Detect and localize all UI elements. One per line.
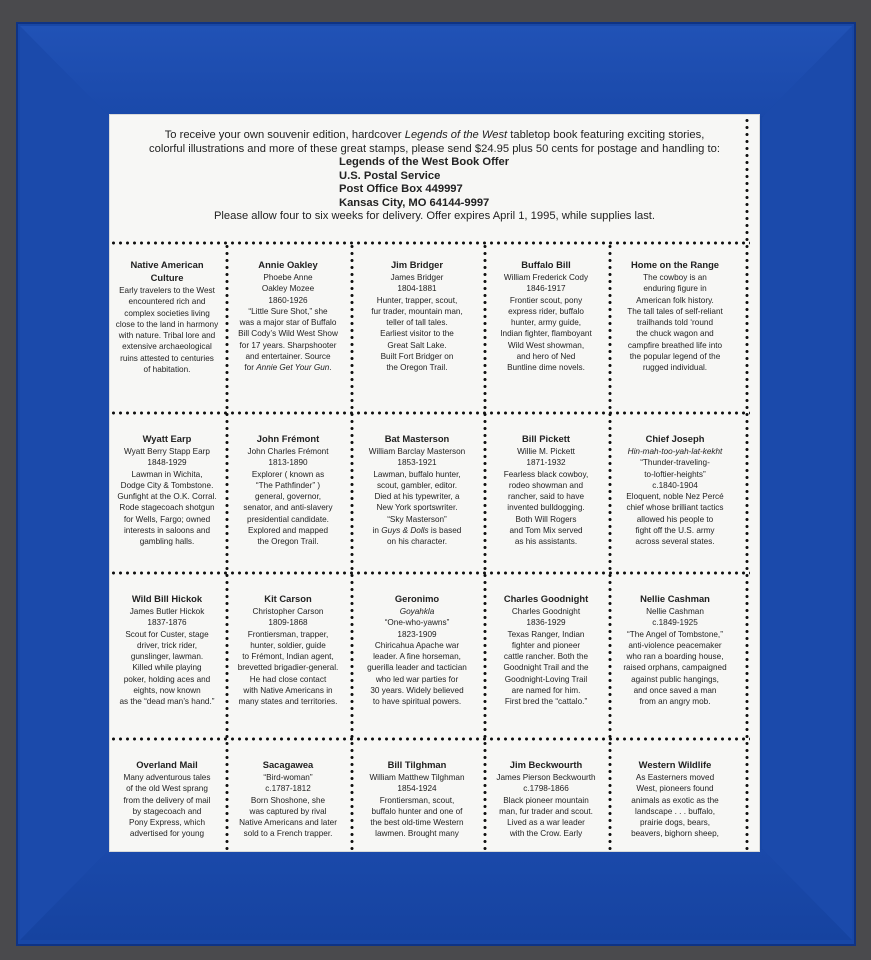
folder-bottom-flap [20,850,852,940]
stamp-text-line: fight off the U.S. army [635,526,715,536]
stamp-text-line: the Oregon Trail. [257,537,319,547]
stamp-text-block [616,759,734,840]
stamp-title: Kit Carson [264,593,312,604]
stamp-text-line: across several states. [635,537,715,547]
stamp-text-line: Many adventurous tales [123,773,211,782]
folder-right-flap [762,26,852,940]
stamp-text-line: chief whose brilliant tactics [626,503,724,513]
stamp-text-block [616,433,734,548]
stamp-text-line: “The Pathfinder” ) [255,480,321,490]
stamp-text-line: senator, and anti-slavery [243,503,333,513]
stamp-text-line: John Charles Frémont [247,447,329,456]
stamp-title: Overland Mail [136,759,198,770]
stamp-text-line: “Little Sure Shot,” she [248,306,328,316]
stamp-text-line: As Easterners moved [635,773,715,782]
stamp-text-line: hunter, soldier, guide [250,640,326,650]
stamp-text-line: beavers, bighorn sheep, [631,829,719,839]
stamp-text-line: animals as exotic as the [631,795,719,805]
stamp-text-line: express rider, buffalo [508,306,584,316]
stamp-text-line: brevetted brigadier-general. [237,663,339,673]
stamp-text-line: anti-violence peacemaker [628,640,722,650]
stamp-text-line: extensive archaeological [122,342,212,352]
stamp-text-line: guerilla leader and tactician [367,663,467,673]
stamp-text-line: allowed his people to [636,514,714,524]
stamp-text-block [109,433,226,548]
stamp-text-line: who ran a boarding house, [626,652,724,662]
stamp-text-line: “Sky Masterson” [387,514,447,524]
stamp-text-line: Rode stagecoach shotgun [119,503,215,513]
perforation-vertical [608,243,612,851]
address-line: U.S. Postal Service [339,169,441,182]
stamp-text-line: Explored and mapped [247,526,329,536]
stamp-title: Charles Goodnight [503,593,589,604]
offer-line-2: colorful illustrations and more of these great stamps, please send $24.95 plus 50 cents for postage and handling to: [149,142,720,155]
stamp-text-line: 1823-1909 [397,629,437,639]
stamp-text-line: rugged individual. [642,363,708,373]
stamp-text-line: with Native Americans in [243,686,333,696]
address-line: Legends of the West Book Offer [339,156,510,168]
stamp-text-line: many states and territories. [238,697,338,707]
stamp-text-line: from an angry mob. [639,697,711,707]
stamp-text-line: of habitation. [143,365,191,375]
stamp-text-line: c.1787-1812 [265,784,311,794]
stamp-text-line: gambling halls. [139,537,195,547]
stamp-title: Western Wildlife [638,759,712,770]
stamp-text-block [487,593,605,708]
stamp-text-line: Killed while playing [132,663,202,673]
stamp-text-line: Both Will Rogers [515,514,577,524]
stamp-text-line: gunslinger, lawman. [130,652,204,662]
stamp-text-line: Nellie Cashman [646,607,704,616]
perforation-horizontal [110,737,750,741]
stamp-text-line: Hin-mah-too-yah-lat-kekht [627,447,723,456]
stamp-text-line: scout, gambler, editor. [376,480,458,490]
stamp-text-line: trailhands told ‘round [636,318,713,328]
stamp-text-block [358,759,476,840]
stamp-text-line: Dodge City & Tombstone. [120,480,214,490]
stamp-text-block [229,759,347,840]
stamp-title: Jim Bridger [390,259,444,270]
stamp-text-line: the Oregon Trail. [386,363,448,373]
stamp-text-line: Willie M. Pickett [517,447,575,456]
stamp-text-line: Frontier scout, pony [509,295,583,305]
stamp-text-line: the popular legend of the [629,352,721,362]
stamp-title: Wyatt Earp [142,433,192,444]
stamp-text-line: fighter and pioneer [511,640,581,650]
stamp-title: Buffalo Bill [521,259,571,270]
stamp-text-block [229,259,347,374]
stamp-text-line: William Matthew Tilghman [369,773,465,782]
stamp-text-line: campfire breathed life into [627,340,723,350]
stamp-text-line: by stagecoach and [132,806,202,816]
stamp-text-block [109,259,226,375]
stamp-text-line: Goodnight-Loving Trail [504,674,588,684]
stamp-text-line: New York sportswriter. [376,503,458,513]
stamp-text-line: Frontiersman, trapper, [247,629,329,639]
stamp-title: Native American [130,259,204,270]
perforation-vertical [350,243,354,851]
stamp-text-line: fur trader, mountain man, [371,306,463,316]
stamp-text-line: and entertainer. Source [245,352,331,362]
stamp-text-line: teller of tall tales. [386,318,448,328]
offer-line-1: To receive your own souvenir edition, hardcover Legends of the West tabletop book featuring exciting stories, [164,129,705,141]
stamp-text-line: was captured by rival [249,806,327,816]
stamp-title: Annie Oakley [258,259,318,270]
stamp-text-block [358,433,476,548]
stamp-text-line: 1871-1932 [526,458,566,468]
stamp-text-line: cattle rancher. Both the [503,652,589,662]
stamp-text-line: West, pioneers found [636,784,714,794]
stamp-text-line: Died at his typewriter, a [374,492,460,502]
perforation-horizontal [110,571,750,575]
stamp-text-line: 1853-1921 [397,458,437,468]
stamp-text-line: 30 years. Widely believed [370,686,464,696]
stamp-text-line: c.1849-1925 [652,618,698,628]
stamp-text-block [616,259,734,374]
stamp-text-line: close to the land in harmony [115,319,219,329]
stamp-title: Chief Joseph [645,433,705,444]
stamp-text-line: Goyahkla [399,607,435,616]
stamp-text-line: Gunfight at the O.K. Corral. [117,492,217,502]
stamp-text-line: general, governor, [255,492,321,502]
stamp-text-line: with nature. Tribal lore and [118,331,216,341]
folder-left-flap [20,26,110,940]
stamp-text-line: 1836-1929 [526,618,566,628]
stamp-text-line: in Guys & Dolls is based [372,526,462,536]
stamp-title: Bat Masterson [384,433,450,444]
stamp-text-line: First bred the “cattalo.” [504,697,588,707]
stamp-text-line: enduring figure in [643,284,707,294]
stamp-text-line: Scout for Custer, stage [125,629,209,639]
stamp-text-line: Eloquent, noble Nez Percé [626,492,724,502]
stamp-text-block [487,759,605,840]
stamp-text-line: and once saved a man [633,686,717,696]
stamp-text-line: to Frémont, Indian agent, [242,652,334,662]
folder-top-flap [20,26,852,116]
stamp-text-line: Lawman, buffalo hunter, [373,469,461,479]
stamp-title: Culture [150,272,184,283]
stamp-text-line: Hunter, trapper, scout, [376,295,458,305]
stamp-text-line: for Wells, Fargo; owned [123,514,211,524]
stamp-text-line: “One-who-yawns” [384,618,450,628]
stamp-text-line: sold to a French trapper. [243,829,333,839]
stamp-text-line: Christopher Carson [252,607,324,616]
stamp-text-line: c.1840-1904 [652,480,698,490]
stamp-text-line: rancher, said to have [507,492,584,502]
stamp-text-line: the best old-time Western [370,818,464,828]
stamp-text-line: encountered rich and [128,297,206,307]
stamp-text-line: Charles Goodnight [511,607,581,616]
stamp-title: Sacagawea [262,759,314,770]
stamp-text-line: James Butler Hickok [129,607,205,616]
offer-footer: Please allow four to six weeks for delivery. Offer expires April 1, 1995, while supplies last. [213,210,656,222]
stamp-text-line: who led war parties for [375,674,459,684]
stamp-text-block [358,593,476,708]
stamp-text-line: landscape . . . buffalo, [635,806,715,816]
stamp-text-line: Bill Cody’s Wild West Show [238,329,338,339]
stamp-text-line: Built Fort Bridger on [380,352,454,362]
stamp-text-block [229,433,347,548]
stamp-text-line: advertised for young [129,829,205,839]
stamp-title: Nellie Cashman [640,593,710,604]
stamp-text-line: prairie dogs, bears, [639,818,711,828]
stamp-text-line: 1809-1868 [268,618,308,628]
stamp-text-line: invented bulldogging. [507,503,585,513]
stamp-text-line: 1854-1924 [397,784,437,794]
stamp-text-block [487,433,605,548]
stamp-text-line: and Tom Mix served [509,526,583,536]
stamp-text-line: Native Americans and later [239,818,337,828]
stamp-text-line: Goodnight Trail and the [503,663,589,673]
stamp-text-line: Born Shoshone, she [250,795,326,805]
stamp-text-line: raised orphans, campaigned [623,663,727,673]
stamp-text-line: Fearless black cowboy, [503,469,589,479]
stamp-text-line: against public hangings, [631,674,719,684]
stamp-text-line: 1813-1890 [268,458,308,468]
stamp-text-line: The cowboy is an [643,273,707,282]
stamp-text-line: Chiricahua Apache war [374,640,460,650]
stamp-text-line: interests in saloons and [123,526,211,536]
stamp-text-line: Oakley Mozee [261,284,315,294]
stamp-text-line: to-loftier-heights” [644,469,706,479]
stamp-text-line: was a major star of Buffalo [239,318,337,328]
stamp-text-line: are named for him. [511,686,581,696]
stamp-title: Home on the Range [630,259,720,270]
stamp-text-line: 1804-1881 [397,284,437,294]
stamp-text-line: Indian fighter, flamboyant [500,329,592,339]
stamp-sheet-back [109,114,760,852]
stamp-text-line: of the old West sprang [126,784,208,794]
stamp-text-line: Phoebe Anne [263,273,313,282]
stamp-text-line: 1848-1929 [147,458,187,468]
stamp-title: Jim Beckwourth [509,759,583,770]
stamp-text-line: complex societies living [124,308,210,318]
address-line: Post Office Box 449997 [339,183,463,195]
offer-text [110,129,759,224]
stamp-text-line: “The Angel of Tombstone,” [627,629,723,639]
stamp-title: Wild Bill Hickok [131,593,203,604]
stamp-text-line: “Bird-woman” [263,773,313,782]
address-line: Kansas City, MO 64144-9997 [339,196,490,209]
stamp-text-block [109,759,226,840]
perforation-horizontal [110,241,750,245]
stamp-text-line: Frontiersman, scout, [379,795,455,805]
stamp-text-line: He had close contact [249,674,327,684]
stamp-text-line: c.1798-1866 [523,784,569,794]
stamp-text-line: Great Salt Lake. [387,340,447,350]
stamp-text-line: on his character. [386,537,448,547]
stamp-text-line: Early travelers to the West [119,286,215,295]
stamp-text-line: presidential candidate. [247,514,329,524]
stamp-text-block [487,259,605,374]
stamp-text-block [358,259,476,374]
stamp-text-line: Lived as a war leader [507,818,585,828]
stamp-text-line: William Frederick Cody [503,273,589,282]
stamp-text-line: Texas Ranger, Indian [507,629,585,639]
stamp-text-line: for 17 years. Sharpshooter [239,340,337,350]
stamp-text-line: American folk history. [636,295,714,305]
stamp-text-line: as the “dead man’s hand.” [119,697,215,707]
stamp-text-line: eights, now known [133,686,201,696]
stamp-text-line: the chuck wagon and [636,329,714,339]
stamp-text-line: leader. A fine horseman, [373,652,461,662]
stamp-text-line: driver, trick rider, [136,640,198,650]
stamp-text-line: Pony Express, which [129,818,205,828]
stamp-text-block [229,593,347,708]
stamp-text-line: Lawman in Wichita, [131,469,203,479]
stamp-text-block [616,593,734,708]
stamp-text-line: “Thunder-traveling- [640,458,710,468]
stamp-text-line: with the Crow. Early [509,829,583,839]
stamp-text-line: to have spiritual powers. [372,697,462,707]
stamp-title: John Frémont [256,433,320,444]
stamp-text-line: for Annie Get Your Gun. [244,363,332,373]
stamp-title: Bill Pickett [522,433,570,444]
stamp-title: Bill Tilghman [387,759,447,770]
stamp-title: Geronimo [394,593,440,604]
stamp-text-line: Buntline dime novels. [507,363,585,373]
stamp-text-line: buffalo hunter and one of [371,806,463,816]
stamp-text-line: James Bridger [390,273,444,282]
stamp-text-line: hunter, army guide, [510,318,582,328]
stamp-text-line: Wild West showman, [507,340,585,350]
stamp-text-line: Wyatt Berry Stapp Earp [124,447,210,456]
stamp-text-line: The tall tales of self-reliant [627,306,723,316]
stamp-text-line: Earliest visitor to the [380,329,454,339]
stamp-text-line: Black pioneer mountain [503,795,589,805]
stamp-text-line: as his assistants. [514,537,578,547]
stamp-text-line: 1860-1926 [268,295,308,305]
stamp-text-line: rodeo showman and [508,480,584,490]
stamp-text-line: from the delivery of mail [123,795,211,805]
stamp-text-line: man, fur trader and scout. [499,806,593,816]
perforation-horizontal [110,411,750,415]
stamp-text-line: William Barclay Masterson [368,447,466,456]
stamp-text-line: ruins attested to centuries [120,353,214,363]
stamp-text-line: lawmen. Brought many [375,829,459,839]
stamp-text-line: 1846-1917 [526,284,566,294]
stamp-text-block [109,593,226,708]
stamp-text-line: Explorer ( known as [251,469,325,479]
stamp-text-line: and hero of Ned [516,352,576,362]
stamp-text-line: 1837-1876 [147,618,187,628]
stamp-text-line: James Pierson Beckwourth [496,773,596,782]
stamp-text-line: poker, holding aces and [123,674,211,684]
